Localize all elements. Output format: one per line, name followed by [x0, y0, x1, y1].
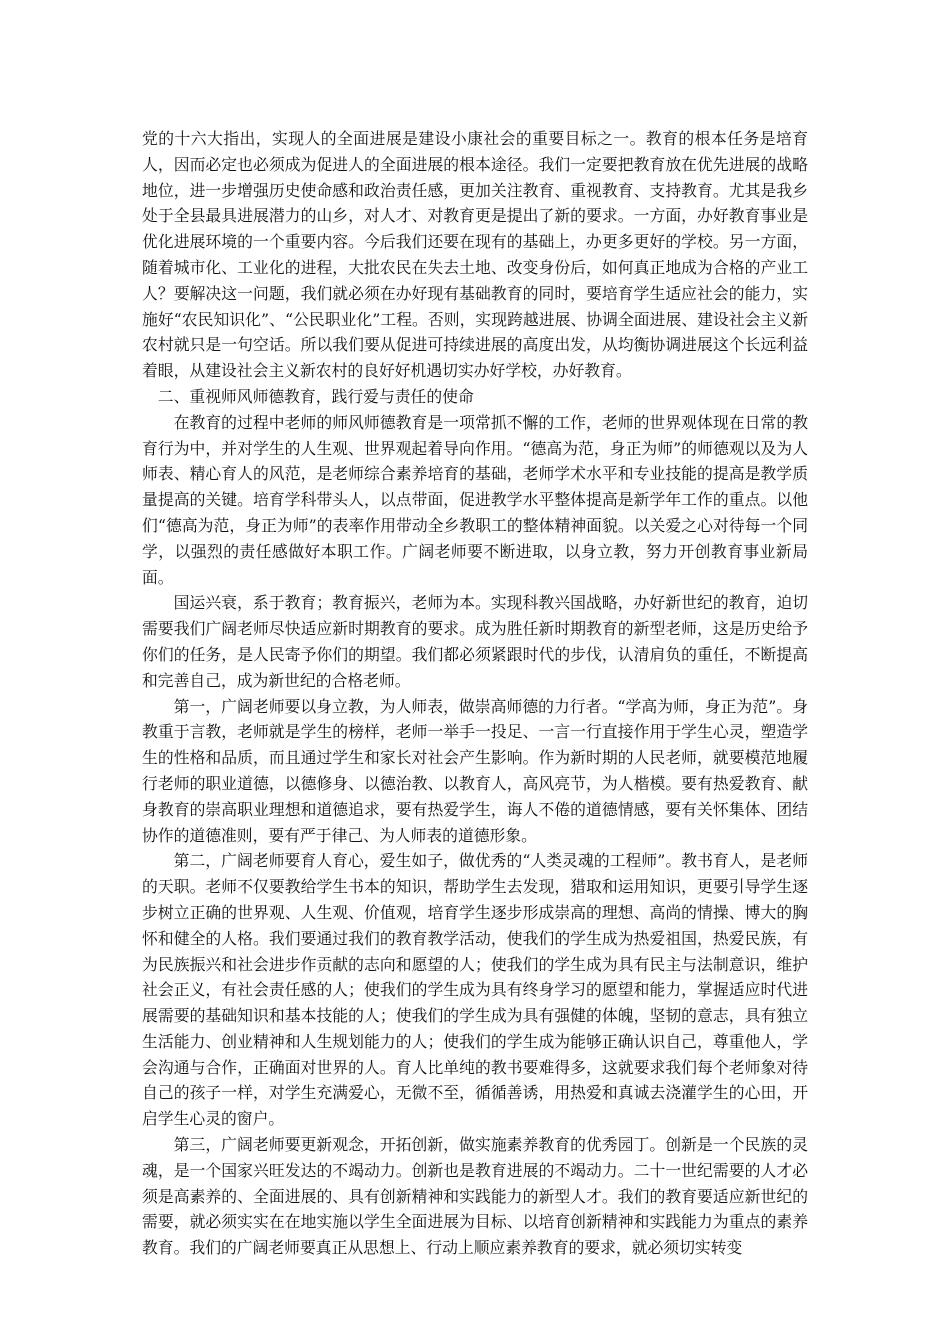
paragraph-first-point: 第一，广阔老师要以身立教，为人师表，做崇高师德的力行者。“学高为师，身正为范”。身教重于言教，老师就是学生的榜样，老师一举手一投足、一言一行直接作用于学生心灵，塑造学生的性格和品质，而且通过学生和家长对社会产生影响。作为新时期的人民老师，就要模范地履行老师的职业道德，以德修身、以德治教、以教育人，高风亮节，为人楷模。要有热爱教育、献身教育的崇高职业理想和道德追求，要有热爱学生，诲人不倦的道德情感，要有关怀集体、团结协作的道德准则，要有严于律己、为人师表的道德形象。: [142, 696, 808, 845]
section-heading-2: 二、重视师风师德教育，践行爱与责任的使命: [157, 386, 474, 406]
paragraph-intro: 党的十六大指出，实现人的全面进展是建设小康社会的重要目标之一。教育的根本任务是培育人，因而必定也必须成为促进人的全面进展的根本途径。我们一定要把教育放在优先进展的战略地位，进一步增强历史使命感和政治责任感，更加关注教育、重视教育、支持教育。尤其是我乡处于全县最具进展潜力的山乡，对人才、对教育更是提出了新的要求。一方面，办好教育事业是优化进展环境的一个重要内容。今后我们还要在现有的基础上，办更多更好的学校。另一方面，随着城市化、工业化的进程，大批农民在失去土地、改变身份后，如何真正地成为合格的产业工人？要解决这一问题，我们就必须在办好现有基础教育的同时，要培育学生适应社会的能力，实施好“农民知识化”、“公民职业化”工程。否则，实现跨越进展、协调全面进展、建设社会主义新农村就只是一句空话。所以我们要从促进可持续进展的高度出发，从均衡协调进展这个长远利益着眼，从建设社会主义新农村的良好好机遇切实办好学校，办好教育。: [142, 129, 808, 381]
paragraph-teacher-ethics: 在教育的过程中老师的师风师德教育是一项常抓不懈的工作，老师的世界观体现在日常的教育行为中，并对学生的人生观、世界观起着导向作用。“德高为范，身正为师”的师德观以及为人师表、精心育人的风范，是老师综合素养培育的基础，老师学术水平和专业技能的提高是教学质量提高的关键。培育学科带头人，以点带面，促进教学水平整体提高是新学年工作的重点。以他们“德高为范，身正为师”的表率作用带动全乡教职工的整体精神面貌。以关爱之心对待每一个同学，以强烈的责任感做好本职工作。广阔老师要不断进取，以身立教，努力开创教育事业新局面。: [142, 412, 808, 587]
paragraph-national-fortune: 国运兴衰，系于教育；教育振兴，老师为本。实现科教兴国战略，办好新世纪的教育，迫切需要我们广阔老师尽快适应新时期教育的要求。成为胜任新时期教育的新型老师，这是历史给予你们的任务，是人民寄予你们的期望。我们都必须紧跟时代的步伐，认清肩负的重任，不断提高和完善自己，成为新世纪的合格老师。: [142, 593, 808, 690]
document-body: [142, 126, 808, 1261]
paragraph-second-point: 第二，广阔老师要育人育心，爱生如子，做优秀的“人类灵魂的工程师”。教书育人，是老师的天职。老师不仅要教给学生书本的知识，帮助学生去发现，猎取和运用知识，更要引导学生逐步树立正确的世界观、人生观、价值观，培育学生逐步形成崇高的理想、高尚的情操、博大的胸怀和健全的人格。我们要通过我们的教育教学活动，使我们的学生成为热爱祖国，热爱民族，有为民族振兴和社会进步作贡献的志向和愿望的人；使我们的学生成为具有民主与法制意识，维护社会正义，有社会责任感的人；使我们的学生成为具有终身学习的愿望和能力，掌握适应时代进展需要的基础知识和基本技能的人；使我们的学生成为具有强健的体魄，坚韧的意志，具有独立生活能力、创业精神和人生规划能力的人；使我们的学生成为能够正确认识自己，尊重他人，学会沟通与合作，正确面对世界的人。育人比单纯的教书要难得多，这就要求我们每个老师象对待自己的孩子一样，对学生充满爱心，无微不至，循循善诱，用热爱和真诚去浇灌学生的心田，开启学生心灵的窗户。: [142, 851, 808, 1129]
paragraph-third-point: 第三，广阔老师要更新观念，开拓创新，做实施素养教育的优秀园丁。创新是一个民族的灵魂，是一个国家兴旺发达的不竭动力。创新也是教育进展的不竭动力。二十一世纪需要的人才必须是高素养的、全面进展的、具有创新精神和实践能力的新型人才。我们的教育要适应新世纪的需要，就必须实实在在地实施以学生全面进展为目标、以培育创新精神和实践能力为重点的素养教育。我们的广阔老师要真正从思想上、行动上顺应素养教育的要求，就必须切实转变: [142, 1135, 808, 1258]
